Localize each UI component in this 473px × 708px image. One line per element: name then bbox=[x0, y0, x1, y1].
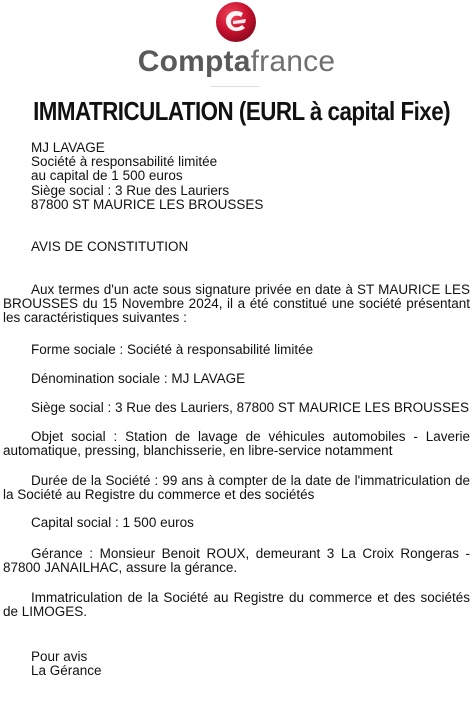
company-name: MJ LAVAGE bbox=[31, 140, 105, 155]
closing-signature: La Gérance bbox=[31, 663, 102, 679]
objet-social bbox=[3, 430, 470, 458]
closing-pour-avis: Pour avis bbox=[31, 649, 88, 664]
company-city: 87800 ST MAURICE LES BROUSSES bbox=[31, 196, 264, 212]
denomination-sociale: Dénomination sociale : MJ LAVAGE bbox=[31, 371, 246, 386]
brand-name-light: france bbox=[250, 45, 336, 78]
intro-text: Aux termes d'un acte sous signature privée en date à ST MAURICE LES BROUSSES du 15 Novembre 2024, il a été constitué une société présentant les caractéristiques suivantes : bbox=[3, 282, 470, 326]
intro-paragraph bbox=[3, 283, 470, 326]
company-form: Société à responsabilité limitée bbox=[31, 154, 218, 170]
duree-societe bbox=[3, 474, 470, 502]
immatriculation-text: Immatriculation de la Société au Registre du commerce et des sociétés de LIMOGES. bbox=[3, 590, 470, 620]
siege-social: Siège social : 3 Rue des Lauriers, 87800 ST MAURICE LES BROUSSES bbox=[31, 400, 469, 415]
closing-block bbox=[31, 650, 102, 678]
header-logo bbox=[0, 0, 473, 86]
brand-name bbox=[0, 44, 473, 80]
immatriculation-rcs bbox=[3, 591, 470, 619]
forme-sociale: Forme sociale : Société à responsabilité limitée bbox=[31, 342, 314, 357]
notice-heading: AVIS DE CONSTITUTION bbox=[31, 239, 189, 254]
objet-social-text: Objet social : Station de lavage de véhicules automobiles - Laverie automatique, pressing, blanchisserie, en libre-service notamment bbox=[3, 429, 470, 459]
brand-name-bold: Compta bbox=[137, 45, 251, 78]
company-address: Siège social : 3 Rue des Lauriers bbox=[31, 182, 230, 198]
page-title: IMMATRICULATION (EURL à capital Fixe) bbox=[33, 96, 451, 126]
gerance bbox=[3, 547, 470, 575]
duree-text: Durée de la Société : 99 ans à compter de la date de l'immatriculation de la Société au Registre du commerce et des sociétés bbox=[3, 473, 470, 503]
comptafrance-logo-icon bbox=[213, 1, 259, 43]
company-block bbox=[31, 141, 263, 212]
capital-social: Capital social : 1 500 euros bbox=[31, 515, 194, 530]
gerance-text: Gérance : Monsieur Benoit ROUX, demeurant 3 La Croix Rongeras - 87800 JANAILHAC, assure la gérance. bbox=[3, 546, 470, 576]
header-divider bbox=[210, 86, 260, 87]
company-capital: au capital de 1 500 euros bbox=[31, 168, 183, 184]
